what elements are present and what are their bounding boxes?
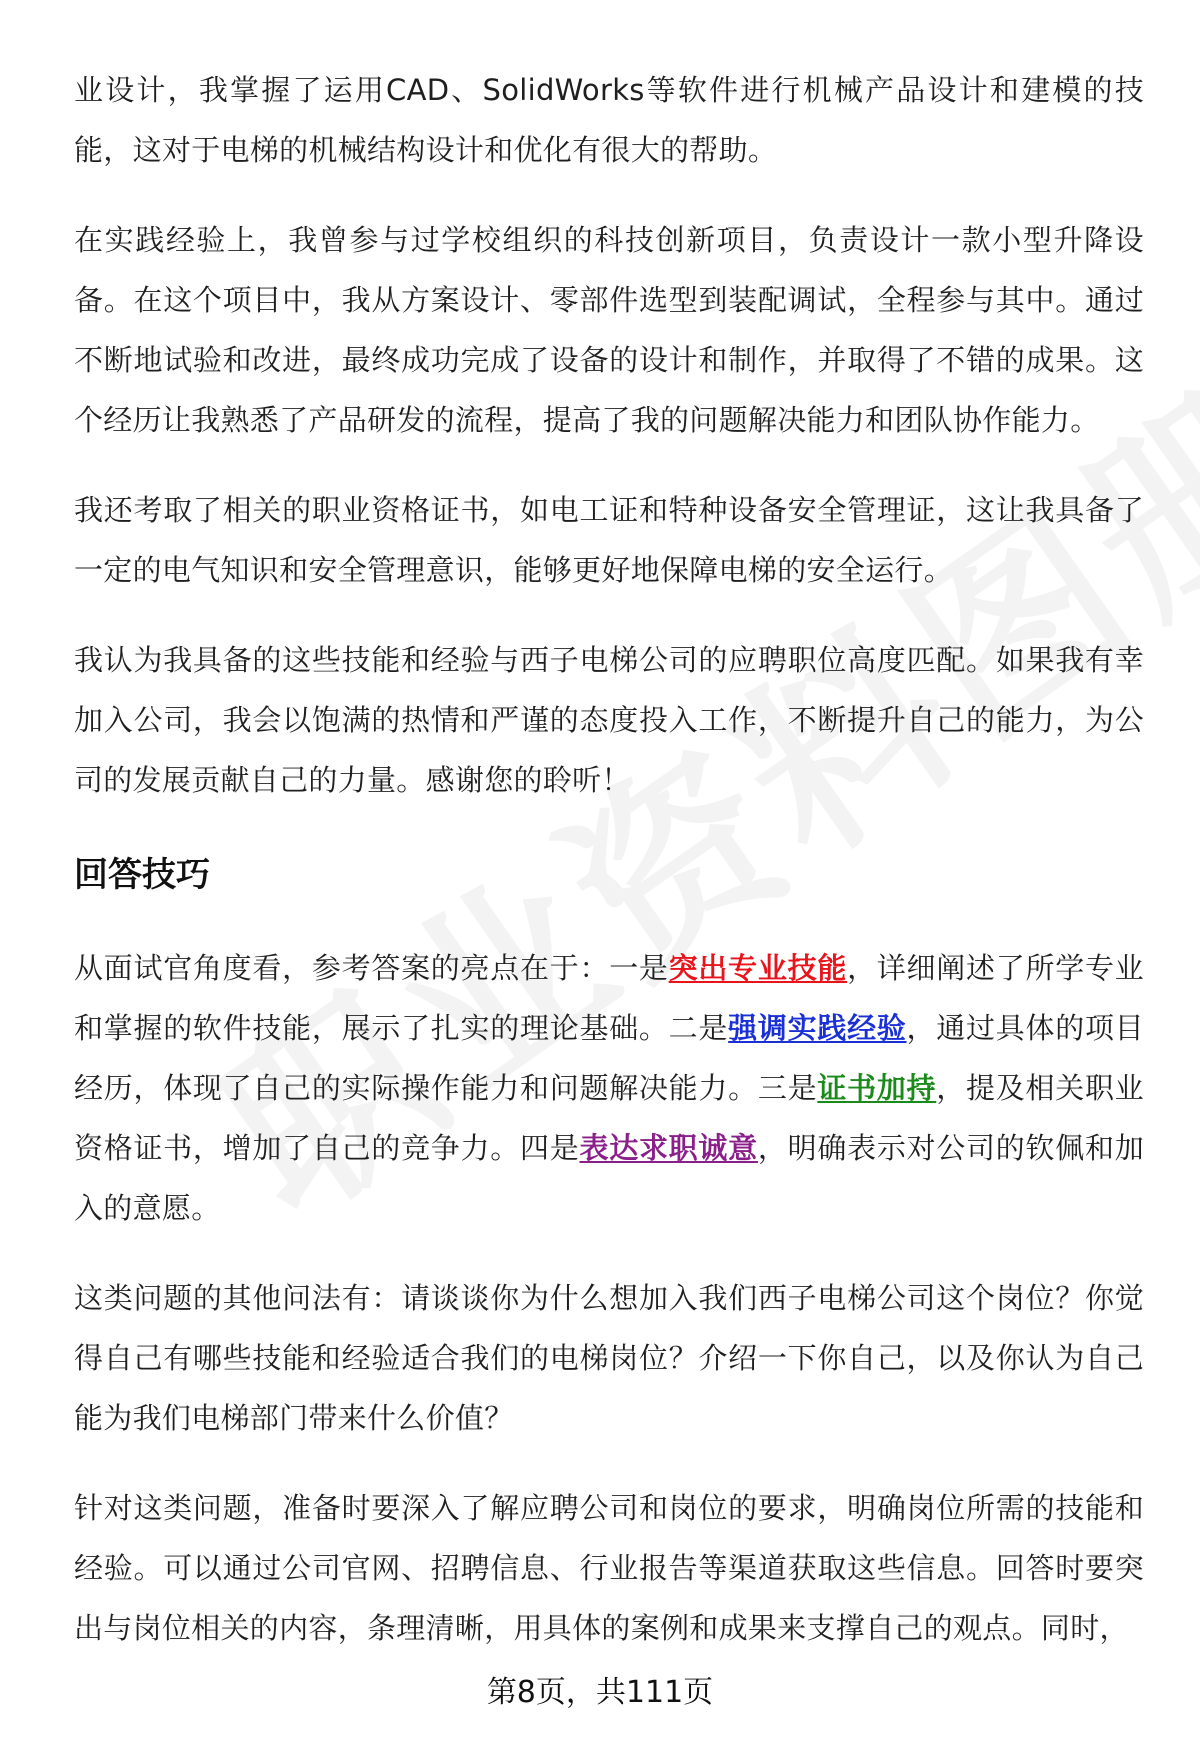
highlight-job-sincerity: 表达求职诚意 — [579, 1131, 758, 1165]
paragraph-conclusion: 我认为我具备的这些技能和经验与西子电梯公司的应聘职位高度匹配。如果我有幸加入公司，我会以饱满的热情和严谨的态度投入工作，不断提升自己的能力，为公司的发展贡献自己的力量。感谢您的聆听！ — [74, 643, 1144, 797]
paragraph-preparation: 针对这类问题，准备时要深入了解应聘公司和岗位的要求，明确岗位所需的技能和经验。可以通过公司官网、招聘信息、行业报告等渠道获取这些信息。回答时要突出与岗位相关的内容，条理清晰，用具体的案例和成果来支撑自己的观点。同时， — [74, 1491, 1144, 1645]
tips-text-4: ，提及相关职业资格证书，增加了自己的竞争力。四是 — [74, 1071, 1144, 1165]
paragraph-skills: 业设计，我掌握了运用CAD、SolidWorks等软件进行机械产品设计和建模的技能，这对于电梯的机械结构设计和优化有很大的帮助。 — [74, 73, 1144, 167]
paragraph-other-questions: 这类问题的其他问法有：请谈谈你为什么想加入我们西子电梯公司这个岗位？你觉得自己有哪些技能和经验适合我们的电梯岗位？介绍一下你自己，以及你认为自己能为我们电梯部门带来什么价值？ — [74, 1281, 1144, 1435]
paragraph-tips — [74, 938, 1144, 1238]
page-number: 第8页，共111页 — [486, 1675, 714, 1710]
tips-text-3: ，通过具体的项目经历，体现了自己的实际操作能力和问题解决能力。三是 — [74, 1011, 1144, 1105]
highlight-practical-experience: 强调实践经验 — [728, 1011, 907, 1045]
highlight-professional-skills: 突出专业技能 — [668, 951, 848, 985]
section-heading-tips: 回答技巧 — [74, 855, 210, 895]
document-body — [74, 60, 1144, 1688]
highlight-certificates: 证书加持 — [817, 1071, 937, 1105]
tips-text-2: ，详细阐述了所学专业和掌握的软件技能，展示了扎实的理论基础。二是 — [74, 951, 1144, 1045]
tips-text-1: 从面试官角度看，参考答案的亮点在于：一是 — [74, 951, 669, 985]
tips-text-5: ，明确表示对公司的钦佩和加入的意愿。 — [74, 1131, 1144, 1225]
paragraph-certificates: 我还考取了相关的职业资格证书，如电工证和特种设备安全管理证，这让我具备了一定的电气知识和安全管理意识，能够更好地保障电梯的安全运行。 — [74, 493, 1144, 587]
paragraph-practice: 在实践经验上，我曾参与过学校组织的科技创新项目，负责设计一款小型升降设备。在这个项目中，我从方案设计、零部件选型到装配调试，全程参与其中。通过不断地试验和改进，最终成功完成了设备的设计和制作，并取得了不错的成果。这个经历让我熟悉了产品研发的流程，提高了我的问题解决能力和团队协作能力。 — [74, 223, 1144, 437]
